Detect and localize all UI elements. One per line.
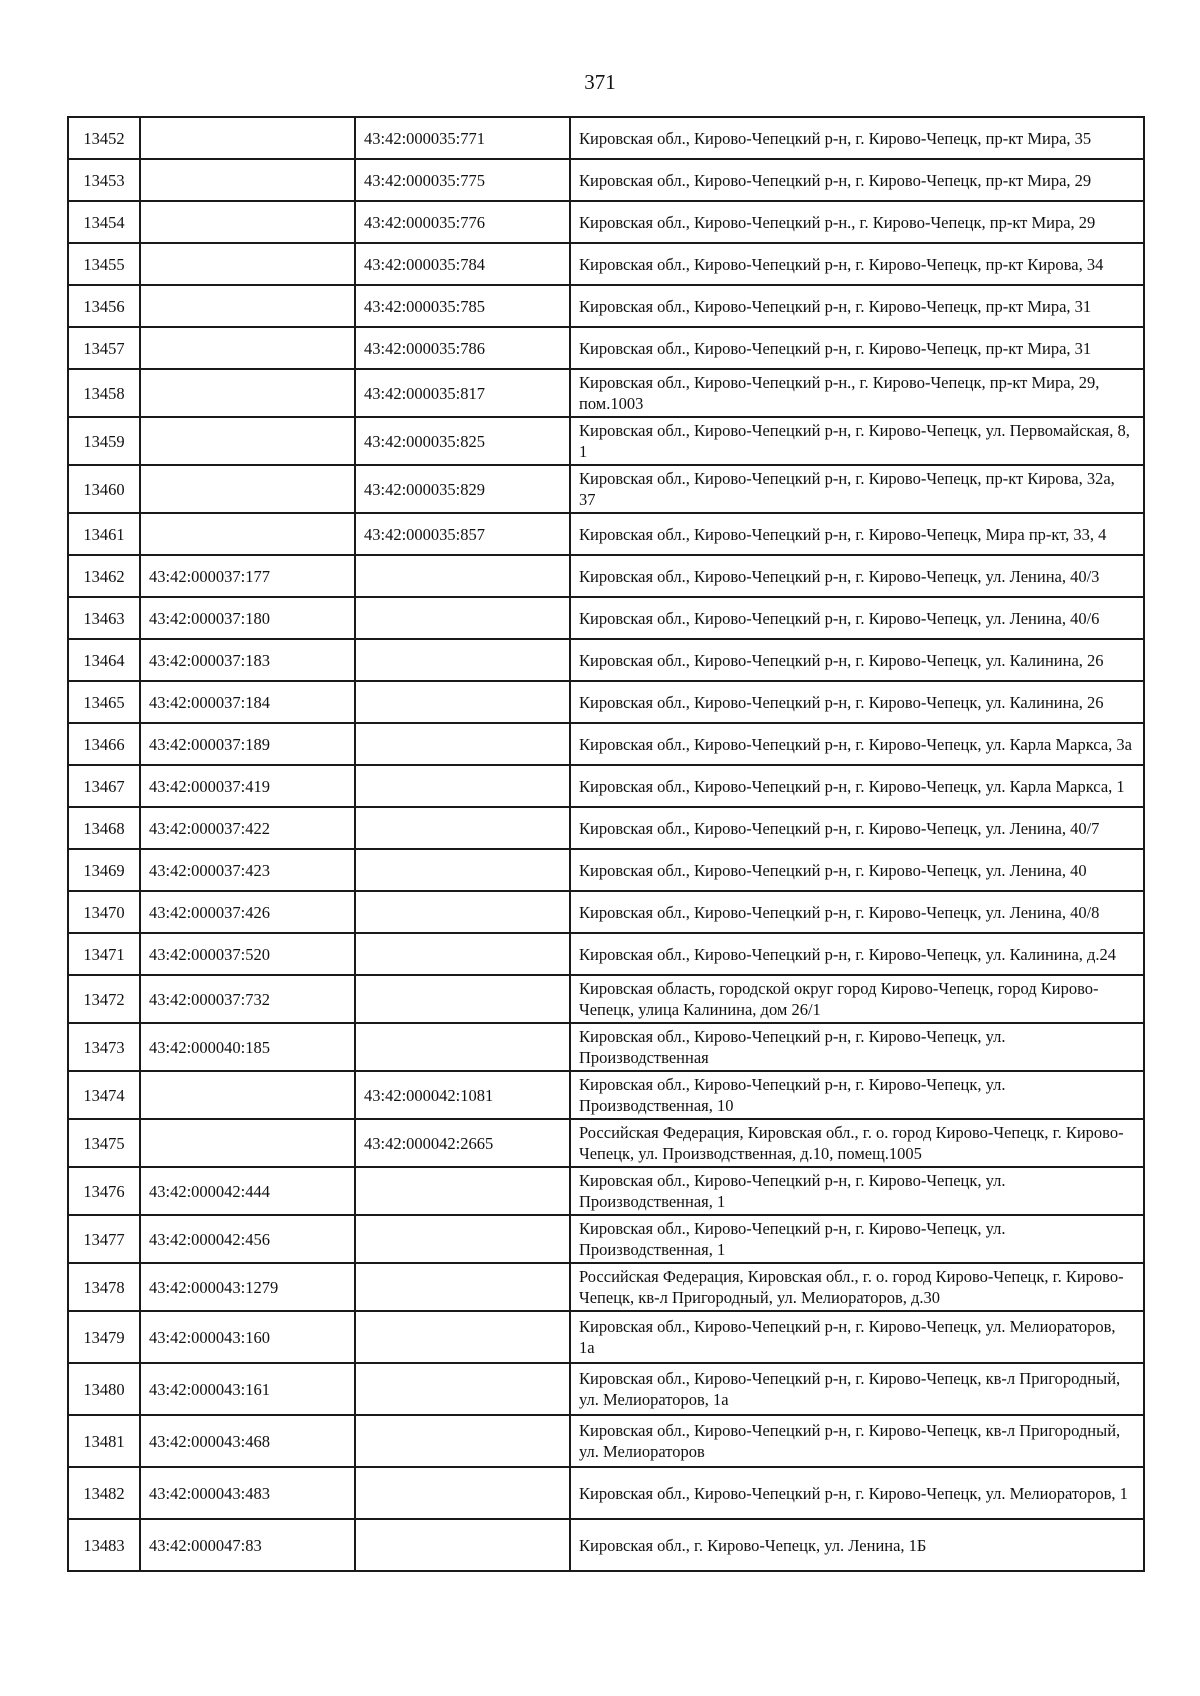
address-cell: Кировская обл., Кирово-Чепецкий р-н, г. Кирово-Чепецк, ул. Карла Маркса, 1 bbox=[570, 765, 1144, 807]
address-cell: Кировская обл., Кирово-Чепецкий р-н, г. Кирово-Чепецк, ул. Производственная, 1 bbox=[570, 1215, 1144, 1263]
cadastral-number-cell: 43:42:000037:419 bbox=[140, 765, 355, 807]
row-number-cell: 13465 bbox=[68, 681, 140, 723]
table-row bbox=[68, 1415, 1144, 1467]
address-cell: Кировская обл., Кирово-Чепецкий р-н, г. Кирово-Чепецк, ул. Ленина, 40 bbox=[570, 849, 1144, 891]
cadastral-number-cell bbox=[140, 1119, 355, 1167]
row-number-cell: 13460 bbox=[68, 465, 140, 513]
object-cadastral-number-cell bbox=[355, 1215, 570, 1263]
row-number-cell: 13452 bbox=[68, 117, 140, 159]
object-cadastral-number-cell: 43:42:000035:825 bbox=[355, 417, 570, 465]
cadastral-number-cell: 43:42:000047:83 bbox=[140, 1519, 355, 1571]
row-number-cell: 13477 bbox=[68, 1215, 140, 1263]
table-row bbox=[68, 1363, 1144, 1415]
row-number-cell: 13482 bbox=[68, 1467, 140, 1519]
row-number-cell: 13459 bbox=[68, 417, 140, 465]
row-number-cell: 13466 bbox=[68, 723, 140, 765]
address-cell: Российская Федерация, Кировская обл., г. о. город Кирово-Чепецк, г. Кирово-Чепецк, ул. Производственная, д.10, помещ.1005 bbox=[570, 1119, 1144, 1167]
object-cadastral-number-cell bbox=[355, 1519, 570, 1571]
table-row bbox=[68, 1311, 1144, 1363]
object-cadastral-number-cell: 43:42:000035:775 bbox=[355, 159, 570, 201]
cadastral-number-cell bbox=[140, 201, 355, 243]
table-row bbox=[68, 159, 1144, 201]
cadastral-number-cell bbox=[140, 117, 355, 159]
cadastral-number-cell: 43:42:000042:456 bbox=[140, 1215, 355, 1263]
row-number-cell: 13473 bbox=[68, 1023, 140, 1071]
table-row bbox=[68, 417, 1144, 465]
address-cell: Кировская обл., Кирово-Чепецкий р-н, г. Кирово-Чепецк, пр-кт Мира, 31 bbox=[570, 285, 1144, 327]
address-cell: Кировская обл., Кирово-Чепецкий р-н., г. Кирово-Чепецк, пр-кт Мира, 29, пом.1003 bbox=[570, 369, 1144, 417]
cadastral-number-cell: 43:42:000043:483 bbox=[140, 1467, 355, 1519]
address-cell: Кировская обл., Кирово-Чепецкий р-н, г. Кирово-Чепецк, ул. Ленина, 40/7 bbox=[570, 807, 1144, 849]
object-cadastral-number-cell: 43:42:000035:784 bbox=[355, 243, 570, 285]
cadastral-number-cell: 43:42:000043:468 bbox=[140, 1415, 355, 1467]
row-number-cell: 13483 bbox=[68, 1519, 140, 1571]
address-cell: Кировская обл., Кирово-Чепецкий р-н, г. Кирово-Чепецк, пр-кт Мира, 29 bbox=[570, 159, 1144, 201]
cadastral-number-cell: 43:42:000037:180 bbox=[140, 597, 355, 639]
object-cadastral-number-cell bbox=[355, 1167, 570, 1215]
cadastral-number-cell: 43:42:000042:444 bbox=[140, 1167, 355, 1215]
address-cell: Кировская обл., Кирово-Чепецкий р-н, г. Кирово-Чепецк, ул. Карла Маркса, 3а bbox=[570, 723, 1144, 765]
cadastral-number-cell: 43:42:000043:1279 bbox=[140, 1263, 355, 1311]
row-number-cell: 13467 bbox=[68, 765, 140, 807]
table-row bbox=[68, 555, 1144, 597]
object-cadastral-number-cell bbox=[355, 975, 570, 1023]
row-number-cell: 13479 bbox=[68, 1311, 140, 1363]
object-cadastral-number-cell: 43:42:000035:785 bbox=[355, 285, 570, 327]
object-cadastral-number-cell bbox=[355, 1363, 570, 1415]
cadastral-number-cell bbox=[140, 243, 355, 285]
table-row bbox=[68, 1167, 1144, 1215]
table-row bbox=[68, 513, 1144, 555]
address-cell: Кировская обл., Кирово-Чепецкий р-н, г. Кирово-Чепецк, кв-л Пригородный, ул. Мелиораторов bbox=[570, 1415, 1144, 1467]
table-row bbox=[68, 681, 1144, 723]
table-row bbox=[68, 1467, 1144, 1519]
row-number-cell: 13455 bbox=[68, 243, 140, 285]
cadastral-number-cell bbox=[140, 285, 355, 327]
table-row bbox=[68, 285, 1144, 327]
table-row bbox=[68, 723, 1144, 765]
object-cadastral-number-cell: 43:42:000042:1081 bbox=[355, 1071, 570, 1119]
object-cadastral-number-cell bbox=[355, 1023, 570, 1071]
object-cadastral-number-cell: 43:42:000035:857 bbox=[355, 513, 570, 555]
table-row bbox=[68, 327, 1144, 369]
row-number-cell: 13476 bbox=[68, 1167, 140, 1215]
address-cell: Кировская обл., Кирово-Чепецкий р-н, г. Кирово-Чепецк, ул. Первомайская, 8, 1 bbox=[570, 417, 1144, 465]
table-row bbox=[68, 807, 1144, 849]
table-row bbox=[68, 1263, 1144, 1311]
table-row bbox=[68, 765, 1144, 807]
cadastral-number-cell: 43:42:000037:177 bbox=[140, 555, 355, 597]
row-number-cell: 13454 bbox=[68, 201, 140, 243]
cadastral-number-cell: 43:42:000037:732 bbox=[140, 975, 355, 1023]
table-row bbox=[68, 849, 1144, 891]
row-number-cell: 13468 bbox=[68, 807, 140, 849]
object-cadastral-number-cell bbox=[355, 891, 570, 933]
row-number-cell: 13472 bbox=[68, 975, 140, 1023]
registry-table-body bbox=[68, 117, 1144, 1571]
cadastral-number-cell bbox=[140, 465, 355, 513]
cadastral-number-cell bbox=[140, 327, 355, 369]
address-cell: Кировская обл., Кирово-Чепецкий р-н, г. Кирово-Чепецк, кв-л Пригородный, ул. Мелиораторов, 1а bbox=[570, 1363, 1144, 1415]
object-cadastral-number-cell bbox=[355, 807, 570, 849]
cadastral-number-cell bbox=[140, 159, 355, 201]
table-row bbox=[68, 975, 1144, 1023]
address-cell: Кировская обл., Кирово-Чепецкий р-н, г. Кирово-Чепецк, ул. Мелиораторов, 1 bbox=[570, 1467, 1144, 1519]
object-cadastral-number-cell bbox=[355, 849, 570, 891]
address-cell: Кировская обл., Кирово-Чепецкий р-н, г. Кирово-Чепецк, ул. Калинина, 26 bbox=[570, 639, 1144, 681]
row-number-cell: 13457 bbox=[68, 327, 140, 369]
address-cell: Кировская обл., Кирово-Чепецкий р-н, г. Кирово-Чепецк, ул. Мелиораторов, 1а bbox=[570, 1311, 1144, 1363]
object-cadastral-number-cell bbox=[355, 639, 570, 681]
table-row bbox=[68, 1519, 1144, 1571]
row-number-cell: 13471 bbox=[68, 933, 140, 975]
table-row bbox=[68, 597, 1144, 639]
cadastral-number-cell: 43:42:000037:183 bbox=[140, 639, 355, 681]
cadastral-number-cell: 43:42:000037:423 bbox=[140, 849, 355, 891]
object-cadastral-number-cell bbox=[355, 1311, 570, 1363]
registry-table bbox=[67, 116, 1145, 1572]
object-cadastral-number-cell bbox=[355, 765, 570, 807]
cadastral-number-cell: 43:42:000037:189 bbox=[140, 723, 355, 765]
cadastral-number-cell: 43:42:000037:426 bbox=[140, 891, 355, 933]
address-cell: Кировская обл., Кирово-Чепецкий р-н, г. Кирово-Чепецк, ул. Производственная, 10 bbox=[570, 1071, 1144, 1119]
row-number-cell: 13481 bbox=[68, 1415, 140, 1467]
object-cadastral-number-cell bbox=[355, 723, 570, 765]
row-number-cell: 13480 bbox=[68, 1363, 140, 1415]
cadastral-number-cell: 43:42:000037:422 bbox=[140, 807, 355, 849]
row-number-cell: 13475 bbox=[68, 1119, 140, 1167]
object-cadastral-number-cell: 43:42:000035:829 bbox=[355, 465, 570, 513]
object-cadastral-number-cell: 43:42:000035:771 bbox=[355, 117, 570, 159]
address-cell: Кировская обл., Кирово-Чепецкий р-н, г. Кирово-Чепецк, ул. Производственная bbox=[570, 1023, 1144, 1071]
cadastral-number-cell bbox=[140, 369, 355, 417]
object-cadastral-number-cell bbox=[355, 555, 570, 597]
address-cell: Кировская обл., Кирово-Чепецкий р-н, г. Кирово-Чепецк, пр-кт Кирова, 34 bbox=[570, 243, 1144, 285]
row-number-cell: 13458 bbox=[68, 369, 140, 417]
object-cadastral-number-cell bbox=[355, 681, 570, 723]
table-row bbox=[68, 933, 1144, 975]
cadastral-number-cell: 43:42:000037:520 bbox=[140, 933, 355, 975]
cadastral-number-cell bbox=[140, 513, 355, 555]
object-cadastral-number-cell: 43:42:000035:786 bbox=[355, 327, 570, 369]
cadastral-number-cell bbox=[140, 417, 355, 465]
table-row bbox=[68, 117, 1144, 159]
table-row bbox=[68, 465, 1144, 513]
address-cell: Кировская обл., Кирово-Чепецкий р-н., г. Кирово-Чепецк, пр-кт Мира, 29 bbox=[570, 201, 1144, 243]
address-cell: Кировская обл., Кирово-Чепецкий р-н, г. Кирово-Чепецк, ул. Калинина, 26 bbox=[570, 681, 1144, 723]
cadastral-number-cell bbox=[140, 1071, 355, 1119]
address-cell: Кировская область, городской округ город Кирово-Чепецк, город Кирово-Чепецк, улица Калинина, дом 26/1 bbox=[570, 975, 1144, 1023]
object-cadastral-number-cell bbox=[355, 1263, 570, 1311]
address-cell: Кировская обл., Кирово-Чепецкий р-н, г. Кирово-Чепецк, пр-кт Мира, 35 bbox=[570, 117, 1144, 159]
row-number-cell: 13478 bbox=[68, 1263, 140, 1311]
address-cell: Кировская обл., Кирово-Чепецкий р-н, г. Кирово-Чепецк, пр-кт Кирова, 32а, 37 bbox=[570, 465, 1144, 513]
row-number-cell: 13464 bbox=[68, 639, 140, 681]
row-number-cell: 13474 bbox=[68, 1071, 140, 1119]
row-number-cell: 13453 bbox=[68, 159, 140, 201]
cadastral-number-cell: 43:42:000043:161 bbox=[140, 1363, 355, 1415]
row-number-cell: 13462 bbox=[68, 555, 140, 597]
row-number-cell: 13470 bbox=[68, 891, 140, 933]
object-cadastral-number-cell: 43:42:000035:776 bbox=[355, 201, 570, 243]
cadastral-number-cell: 43:42:000037:184 bbox=[140, 681, 355, 723]
row-number-cell: 13456 bbox=[68, 285, 140, 327]
cadastral-number-cell: 43:42:000043:160 bbox=[140, 1311, 355, 1363]
address-cell: Кировская обл., Кирово-Чепецкий р-н, г. Кирово-Чепецк, Мира пр-кт, 33, 4 bbox=[570, 513, 1144, 555]
table-row bbox=[68, 201, 1144, 243]
table-row bbox=[68, 639, 1144, 681]
object-cadastral-number-cell bbox=[355, 1467, 570, 1519]
address-cell: Кировская обл., Кирово-Чепецкий р-н, г. Кирово-Чепецк, ул. Ленина, 40/6 bbox=[570, 597, 1144, 639]
address-cell: Российская Федерация, Кировская обл., г. о. город Кирово-Чепецк, г. Кирово-Чепецк, кв-л Пригородный, ул. Мелиораторов, д.30 bbox=[570, 1263, 1144, 1311]
table-row bbox=[68, 369, 1144, 417]
page-number: 371 bbox=[584, 70, 616, 94]
object-cadastral-number-cell bbox=[355, 933, 570, 975]
address-cell: Кировская обл., Кирово-Чепецкий р-н, г. Кирово-Чепецк, ул. Производственная, 1 bbox=[570, 1167, 1144, 1215]
cadastral-number-cell: 43:42:000040:185 bbox=[140, 1023, 355, 1071]
address-cell: Кировская обл., г. Кирово-Чепецк, ул. Ленина, 1Б bbox=[570, 1519, 1144, 1571]
table-row bbox=[68, 1023, 1144, 1071]
row-number-cell: 13463 bbox=[68, 597, 140, 639]
table-row bbox=[68, 1215, 1144, 1263]
object-cadastral-number-cell bbox=[355, 597, 570, 639]
address-cell: Кировская обл., Кирово-Чепецкий р-н, г. Кирово-Чепецк, ул. Ленина, 40/8 bbox=[570, 891, 1144, 933]
row-number-cell: 13461 bbox=[68, 513, 140, 555]
table-row bbox=[68, 891, 1144, 933]
address-cell: Кировская обл., Кирово-Чепецкий р-н, г. Кирово-Чепецк, ул. Ленина, 40/3 bbox=[570, 555, 1144, 597]
object-cadastral-number-cell: 43:42:000042:2665 bbox=[355, 1119, 570, 1167]
object-cadastral-number-cell: 43:42:000035:817 bbox=[355, 369, 570, 417]
row-number-cell: 13469 bbox=[68, 849, 140, 891]
address-cell: Кировская обл., Кирово-Чепецкий р-н, г. Кирово-Чепецк, ул. Калинина, д.24 bbox=[570, 933, 1144, 975]
address-cell: Кировская обл., Кирово-Чепецкий р-н, г. Кирово-Чепецк, пр-кт Мира, 31 bbox=[570, 327, 1144, 369]
object-cadastral-number-cell bbox=[355, 1415, 570, 1467]
table-row bbox=[68, 243, 1144, 285]
table-row bbox=[68, 1119, 1144, 1167]
table-row bbox=[68, 1071, 1144, 1119]
